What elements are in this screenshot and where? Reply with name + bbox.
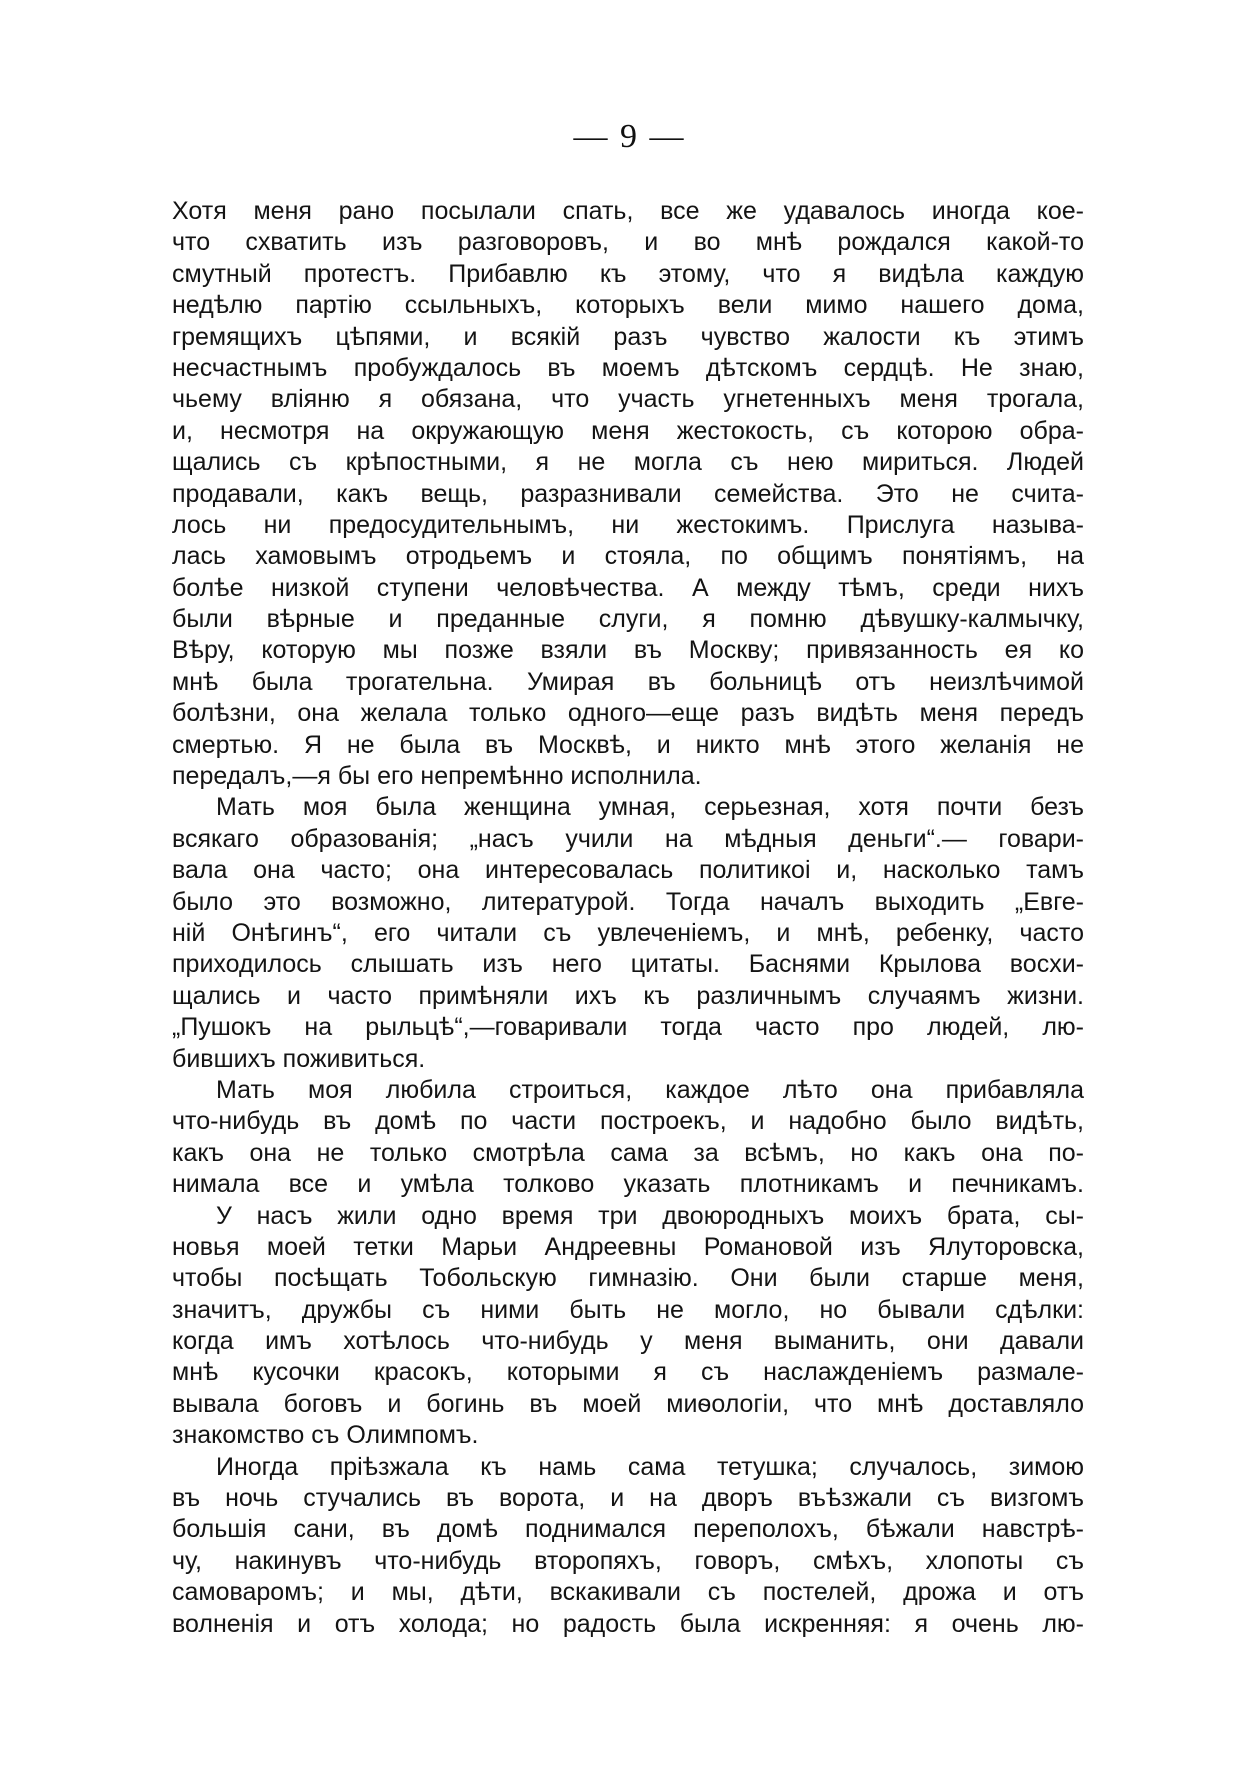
- text-line: знакомство съ Олимпомъ.: [172, 1421, 479, 1450]
- text-line: были вѣрные и преданные слуги, я помню дѣвушку-калмычку,: [172, 605, 1084, 634]
- text-line: нимала все и умѣла толково указать плотникамъ и печникамъ.: [172, 1170, 1084, 1199]
- text-line: смертью. Я не была въ Москвѣ, и никто мнѣ этого желанія не: [172, 730, 1084, 759]
- text-line: Иногда пріѣзжала къ намь сама тетушка; случалось, зимою: [216, 1452, 1084, 1481]
- text-line: Хотя меня рано посылали спать, все же удавалось иногда кое-: [172, 197, 1084, 225]
- text-line: всякаго образованія; „насъ учили на мѣдныя деньги“.— говари-: [172, 824, 1084, 853]
- text-line: чу, накинувъ что-нибудь второпяхъ, говоръ, смѣхъ, хлопоты съ: [172, 1546, 1084, 1575]
- text-line: большія сани, въ домѣ поднимался переполохъ, бѣжали навстрѣ-: [172, 1515, 1084, 1544]
- text-line: продавали, какъ вещь, разразнивали семейства. Это не счита-: [172, 479, 1084, 508]
- text-line: „Пушокъ на рыльцѣ“,—говаривали тогда часто про людей, лю-: [172, 1013, 1084, 1042]
- text-line: недѣлю партію ссыльныхъ, которыхъ вели мимо нашего дома,: [172, 291, 1084, 320]
- text-line: болѣе низкой ступени человѣчества. А между тѣмъ, среди нихъ: [172, 573, 1084, 602]
- text-line: Вѣру, которую мы позже взяли въ Москву; привязанность ея ко: [172, 636, 1084, 665]
- text-line: мнѣ была трогательна. Умирая въ больницѣ отъ неизлѣчимой: [172, 667, 1084, 696]
- text-line: бившихъ поживиться.: [172, 1044, 426, 1073]
- text-line: чтобы посѣщать Тобольскую гимназію. Они были старше меня,: [172, 1264, 1084, 1293]
- text-line: приходилось слышать изъ него цитаты. Баснями Крылова восхи-: [172, 950, 1084, 979]
- text-line: когда имъ хотѣлось что-нибудь у меня выманить, они давали: [172, 1327, 1084, 1356]
- text-line: смутный протестъ. Прибавлю къ этому, что я видѣла каждую: [172, 259, 1084, 288]
- page-number: — 9 —: [573, 118, 686, 155]
- text-line: было это возможно, литературой. Тогда началъ выходить „Евге-: [172, 887, 1084, 916]
- text-line: лась хамовымъ отродьемъ и стояла, по общимъ понятіямъ, на: [172, 542, 1084, 571]
- text-line: щались съ крѣпостными, я не могла съ нею мириться. Людей: [172, 448, 1084, 477]
- text-line: и, несмотря на окружающую меня жестокость, съ которою обра-: [172, 416, 1084, 445]
- text-line: въ ночь стучались въ ворота, и на дворъ въѣзжали съ визгомъ: [172, 1484, 1084, 1513]
- text-line: ній Онѣгинъ“, его читали съ увлеченіемъ, и мнѣ, ребенку, часто: [172, 918, 1084, 947]
- text-line: мнѣ кусочки красокъ, которыми я съ наслажденіемъ размале-: [172, 1358, 1084, 1387]
- text-line: вывала боговъ и богинь въ моей миѳологіи, что мнѣ доставляло: [172, 1389, 1084, 1418]
- text-line: какъ она не только смотрѣла сама за всѣмъ, но какъ она по-: [172, 1138, 1084, 1167]
- text-line: несчастнымъ пробуждалось въ моемъ дѣтскомъ сердцѣ. Не знаю,: [172, 353, 1084, 382]
- text-line: Мать моя была женщина умная, серьезная, хотя почти безъ: [216, 793, 1084, 822]
- text-line: щались и часто примѣняли ихъ къ различнымъ случаямъ жизни.: [172, 981, 1084, 1010]
- text-line: новья моей тетки Марьи Андреевны Романовой изъ Ялуторовска,: [172, 1232, 1084, 1261]
- text-line: вала она часто; она интересовалась политикоі и, насколько тамъ: [172, 856, 1084, 885]
- text-line: передалъ,—я бы его непремѣнно исполнила.: [172, 762, 702, 791]
- text-line: волненія и отъ холода; но радость была искренняя: я очень лю-: [172, 1609, 1084, 1638]
- text-line: самоваромъ; и мы, дѣти, вскакивали съ постелей, дрожа и отъ: [172, 1578, 1084, 1607]
- text-line: У насъ жили одно время три двоюродныхъ моихъ брата, сы-: [216, 1201, 1084, 1230]
- text-line: болѣзни, она желала только одного—еще разъ видѣть меня передъ: [172, 699, 1084, 728]
- text-line: что-нибудь въ домѣ по части построекъ, и надобно было видѣть,: [172, 1107, 1084, 1136]
- body-text: [172, 196, 1084, 1640]
- text-line: лось ни предосудительнымъ, ни жестокимъ. Прислуга называ-: [172, 510, 1084, 539]
- text-line: что схватить изъ разговоровъ, и во мнѣ рождался какой-то: [172, 228, 1084, 257]
- text-line: чьему вліяню я обязана, что участь угнетенныхъ меня трогала,: [172, 385, 1084, 414]
- text-line: Мать моя любила строиться, каждое лѣто она прибавляла: [216, 1075, 1084, 1104]
- text-line: гремящихъ цѣпями, и всякій разъ чувство жалости къ этимъ: [172, 322, 1084, 351]
- text-line: значитъ, дружбы съ ними быть не могло, но бывали сдѣлки:: [172, 1295, 1084, 1324]
